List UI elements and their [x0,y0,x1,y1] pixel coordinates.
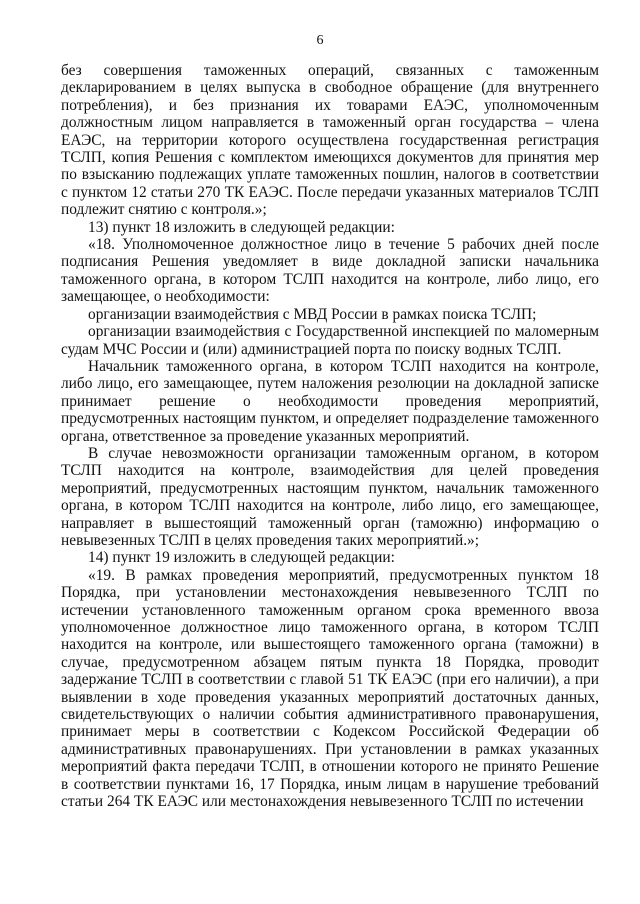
paragraph-gims-interaction: организации взаимодействия с Государственной инспекцией по маломерным судам МЧС России и (или) администрацией порта по поиску водных ТСЛП. [61,323,599,358]
paragraph-continuation: без совершения таможенных операций, связанных с таможенным декларированием в целях выпуска в свободное обращение (для внутреннего потребления), и без признания их товарами ЕАЭС, уполномоченным должностным лицом направляется в таможенный орган государства – члена ЕАЭС, на территории которого осуществлена государственная регистрация ТСЛП, копия Решения с комплектом имеющихся документов для принятия мер по взысканию подлежащих уплате таможенных пошлин, налогов в соответствии с пунктом 12 статьи 270 ТК ЕАЭС. После передачи указанных материалов ТСЛП подлежит снятию с контроля.»; [61,62,599,219]
page-number: 6 [316,33,324,48]
paragraph-clause-19: «19. В рамках проведения мероприятий, предусмотренных пунктом 18 Порядка, при установлении местонахождения невывезенного ТСЛП по истечении установленного таможенным органом срока временного ввоза уполномоченное должностное лицо таможенного органа, в котором ТСЛП находится на контроле, или вышестоящего таможенного органа (таможни) в случае, предусмотренном абзацем пятым пункта 18 Порядка, проводит задержание ТСЛП в соответствии с главой 51 ТК ЕАЭС (при его наличии), а при выявлении в ходе проведения указанных мероприятий достаточных данных, свидетельствующих о наличии события административного правонарушения, принимает меры в соответствии с Кодексом Российской Федерации об административных правонарушениях. При установлении в рамках указанных мероприятий факта передачи ТСЛП, в отношении которого не принято Решение в соответствии пунктами 16, 17 Порядка, иным лицам в нарушение требований статьи 264 ТК ЕАЭС или местонахождения невывезенного ТСЛП по истечении [61,566,599,811]
document-body [61,62,599,810]
paragraph-impossibility-case: В случае невозможности организации таможенным органом, в котором ТСЛП находится на контроле, взаимодействия для целей проведения мероприятий, предусмотренных настоящим пунктом, начальник таможенного органа, в котором ТСЛП находится на контроле, либо лицо, его замещающее, направляет в вышестоящий таможенный орган (таможню) информацию о невывезенных ТСЛП в целях проведения таких мероприятий.»; [61,444,599,549]
paragraph-clause-18: «18. Уполномоченное должностное лицо в течение 5 рабочих дней после подписания Решения уведомляет в виде докладной записки начальника таможенного органа, в котором ТСЛП находится на контроле, либо лицо, его замещающее, о необходимости: [61,236,599,306]
paragraph-mvd-interaction: организации взаимодействия с МВД России в рамках поиска ТСЛП; [88,305,537,323]
paragraph-item-14: 14) пункт 19 изложить в следующей редакции: [88,549,395,567]
paragraph-head-decision: Начальник таможенного органа, в котором ТСЛП находится на контроле, либо лицо, его замещающее, путем наложения резолюции на докладной записке принимает решение о необходимости проведения мероприятий, предусмотренных настоящим пунктом, и определяет подразделение таможенного органа, ответственное за проведение указанных мероприятий. [61,357,599,445]
paragraph-item-13: 13) пункт 18 изложить в следующей редакции: [88,218,395,236]
